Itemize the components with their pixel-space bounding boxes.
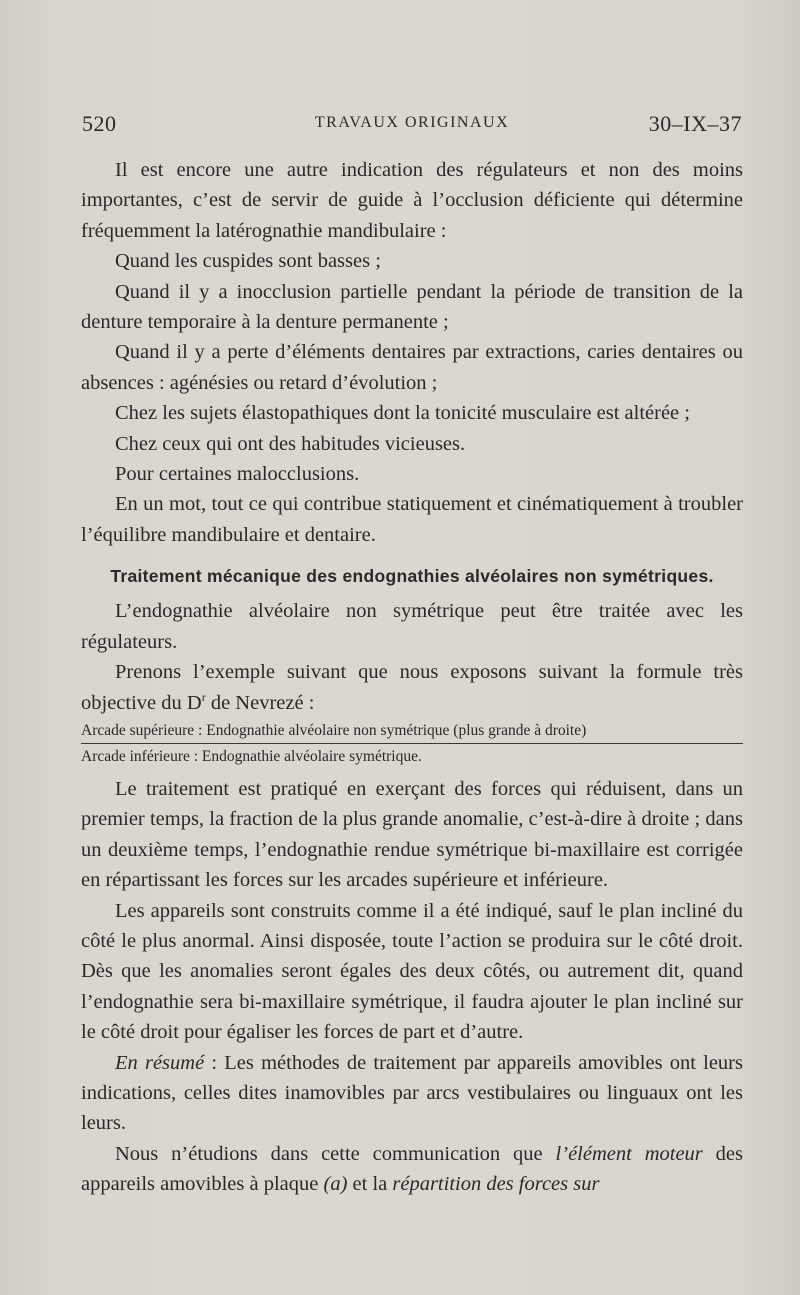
paragraph: En un mot, tout ce qui contribue statiquement et cinématiquement à troubler l’équilibre mandibulaire et dentaire. <box>81 493 743 546</box>
paragraph <box>81 1139 743 1200</box>
paragraph: L’endognathie alvéolaire non symétrique peut être traitée avec les régulateurs. <box>81 600 743 653</box>
body-text <box>81 155 743 1200</box>
paragraph <box>81 1048 743 1139</box>
paragraph-text: : Les méthodes de traitement par appareils amovibles ont leurs indications, celles dites inamovibles par arcs vestibulaires ou linguaux ont les leurs. <box>81 1051 743 1135</box>
paragraph-text: et la <box>347 1173 393 1196</box>
paragraph: Chez ceux qui ont des habitudes vicieuses. <box>115 432 466 455</box>
paragraph: Il est encore une autre indication des régulateurs et non des moins importantes, c’est de servir de guide à l’occlusion déficiente qui détermine fréquemment la latérognathie mandibulaire : <box>81 159 743 242</box>
paragraph: Les appareils sont construits comme il a été indiqué, sauf le plan incliné du côté le plus anormal. Ainsi disposée, toute l’action se produira sur le côté droit. Dès que les anomalies seront égales des deux côtés, ou autrement dit, quand l’endognathie sera bi-maxillaire symétrique, il faudra ajouter le plan incliné sur le côté droit pour égaliser les forces de part et d’autre. <box>81 899 743 1044</box>
header-date: 30–IX–37 <box>648 111 742 136</box>
section-heading: Traitement mécanique des endognathies alvéolaires non symétriques. <box>110 566 714 587</box>
emphasis: l’élément moteur <box>555 1142 703 1165</box>
paragraph: Pour certaines malocclusions. <box>115 463 360 486</box>
emphasis: En résumé <box>115 1051 205 1074</box>
emphasis: répartition des forces sur <box>392 1173 600 1196</box>
paragraph-text: des appareils amovibles à plaque <box>81 1142 743 1196</box>
paragraph-text: de Nevrezé : <box>205 691 315 714</box>
running-title: TRAVAUX ORIGINAUX <box>314 114 510 131</box>
paragraph: Quand il y a inocclusion partielle pendant la période de transition de la denture temporaire à la denture permanente ; <box>81 280 743 334</box>
formula-lower-arch: Arcade inférieure : Endognathie alvéolaire symétrique. <box>81 747 422 765</box>
paragraph-text: Nous n’étudions dans cette communication que <box>115 1142 556 1165</box>
paragraph <box>81 657 743 718</box>
page-number: 520 <box>82 111 117 136</box>
paragraph: Quand il y a perte d’éléments dentaires par extractions, caries dentaires ou absences : agénésies ou retard d’évolution ; <box>81 341 743 394</box>
superscript: r <box>201 689 206 704</box>
running-header <box>82 111 742 141</box>
paragraph: Le traitement est pratiqué en exerçant des forces qui réduisent, dans un premier temps, la fraction de la plus grande anomalie, c’est-à-dire à droite ; dans un deuxième temps, l’endognathie rendue symétrique bi-maxillaire est corrigée en répartissant les forces sur les arcades supérieure et inférieure. <box>81 777 743 892</box>
paragraph-text: Prenons l’exemple suivant que nous exposons suivant la formule très objective du D <box>81 661 743 714</box>
paragraph: Quand les cuspides sont basses ; <box>115 250 381 273</box>
paragraph: Chez les sujets élastopathiques dont la tonicité musculaire est altérée ; <box>115 402 690 425</box>
emphasis: (a) <box>323 1173 348 1196</box>
formula-upper-arch: Arcade supérieure : Endognathie alvéolaire non symétrique (plus grande à droite) <box>81 720 743 744</box>
